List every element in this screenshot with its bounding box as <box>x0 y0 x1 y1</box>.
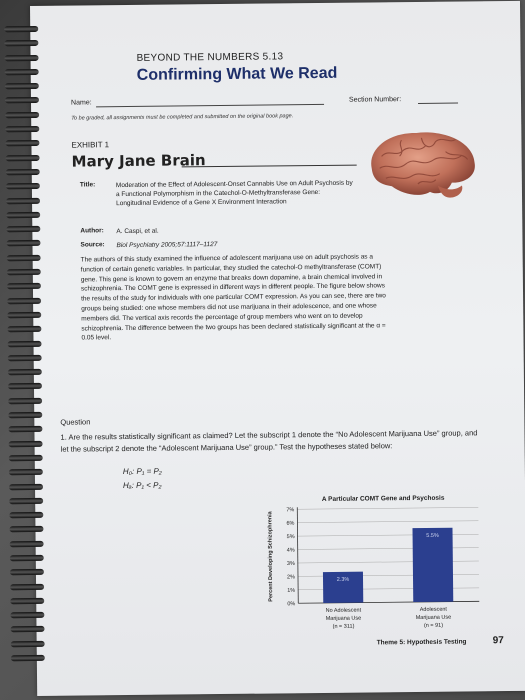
binding-coil <box>7 298 41 304</box>
binding-coil <box>5 69 39 75</box>
section-number-label: Section Number: <box>348 96 402 104</box>
binding-coil <box>9 526 43 532</box>
y-tick-label: 6% <box>286 520 295 527</box>
bar-value-label: 2.3% <box>336 576 350 583</box>
page-number: 97 <box>492 635 504 647</box>
question-heading: Question <box>60 417 91 427</box>
y-tick-label: 5% <box>286 534 295 541</box>
binding-coil <box>8 383 42 389</box>
binding-coil <box>7 326 41 332</box>
binding-coil <box>9 441 43 447</box>
binding-coil <box>7 269 41 275</box>
binding-coil <box>4 26 38 32</box>
binding-coil <box>5 97 39 103</box>
binding-coil <box>5 126 39 132</box>
binding-coil <box>8 355 42 361</box>
gridline <box>297 507 478 509</box>
binding-coil <box>10 555 44 561</box>
x-tick-label: Marijuana Use <box>415 614 452 621</box>
binding-coil <box>6 183 40 189</box>
binding-coil <box>10 541 44 547</box>
study-source: Biol Psychiatry 2005;57:1117–1127 <box>116 241 218 250</box>
theme-footer: Theme 5: Hypothesis Testing <box>376 638 467 647</box>
binding-coil <box>7 283 41 289</box>
binding-coil <box>6 226 40 232</box>
title-label: Title: <box>79 181 96 189</box>
y-axis <box>297 507 298 603</box>
binding-coil <box>9 498 43 504</box>
x-tick-label: (n = 311) <box>332 623 355 630</box>
binding-coil <box>6 197 40 203</box>
y-tick-label: 4% <box>286 547 295 554</box>
y-tick-label: 0% <box>287 601 296 608</box>
section-number: BEYOND THE NUMBERS 5.13 <box>136 51 284 64</box>
binding-coil <box>9 483 43 489</box>
spiral-binding <box>4 26 51 676</box>
binding-coil <box>10 626 44 632</box>
name-field[interactable] <box>96 104 324 107</box>
binding-coil <box>11 641 45 647</box>
question-1-text: 1. Are the results statistically significant as claimed? Let the subscript 1 denote the “No Adolescent Marijuana Use” group, and let the subscript 2 denote the “Adolescent Marijuana Use” group.” Test the hypotheses stated below: <box>60 428 478 454</box>
chart-title: A Particular COMT Gene and Psychosis <box>321 494 445 503</box>
brain-icon <box>361 125 482 204</box>
name-label: Name: <box>70 99 92 107</box>
author-label: Author: <box>80 227 104 235</box>
alternative-hypothesis: Hₐ: P₁ < P₂ <box>122 480 162 491</box>
binding-coil <box>4 40 38 46</box>
x-tick-label: (n = 91) <box>423 622 444 629</box>
x-tick-label: Adolescent <box>419 606 447 613</box>
binding-coil <box>10 583 44 589</box>
binding-coil <box>8 340 42 346</box>
binding-coil <box>5 55 39 61</box>
y-tick-label: 1% <box>287 587 296 594</box>
exhibit-description: The authors of this study examined the influence of adolescent marijuana use on adult psychosis as a function of certain genetic variables. In particular, they studied the catechol-O methyltransferase (COMT) gene. This gene is known to govern an enzyme that breaks down dopamine, a brain chemical involved in schizophrenia. The COMT gene is expressed in different ways in different people. The figure below shows the results of the study for individuals with one particular COMT expression. As you can see, there are two groups being studied: one whose members did not use marijuana in their adolescence, and one whose members did. The vertical axis records the percentage of group members who went on to develop schizophrenia. The difference between the two groups has been declared statistically significant at the α = 0.05 level. <box>80 253 386 342</box>
y-axis-label: Percent Developing Schizophrenia <box>267 511 275 602</box>
grading-note: To be graded, all assignments must be completed and submitted on the original book page. <box>71 113 294 122</box>
exhibit-label: EXHIBIT 1 <box>71 140 110 150</box>
y-tick-label: 3% <box>286 560 295 568</box>
binding-coil <box>11 655 45 661</box>
study-author: A. Caspi, et al. <box>116 227 159 236</box>
exhibit-title: Mary Jane Brain <box>71 151 206 171</box>
binding-coil <box>7 312 41 318</box>
workbook-page <box>30 1 525 696</box>
source-label: Source: <box>80 241 105 249</box>
binding-coil <box>5 112 39 118</box>
binding-coil <box>10 569 44 575</box>
binding-coil <box>5 140 39 146</box>
y-tick-label: 2% <box>287 574 296 581</box>
binding-coil <box>6 155 40 161</box>
binding-coil <box>9 469 43 475</box>
study-title: Moderation of the Effect of Adolescent-Onset Cannabis Use on Adult Psychosis by a Functional Polymorphism in the Catechol-O-Methyltransferase Gene: Longitudinal Evidence of a Gene X Environment Interaction <box>115 179 353 208</box>
binding-coil <box>7 255 41 261</box>
binding-coil <box>8 426 42 432</box>
bar-value-label: 5.5% <box>426 532 439 540</box>
y-tick-label: 7% <box>286 507 295 514</box>
page-title: Confirming What We Read <box>136 64 338 84</box>
binding-coil <box>6 169 40 175</box>
binding-coil <box>9 512 43 518</box>
binding-coil <box>8 412 42 418</box>
binding-coil <box>6 240 40 246</box>
x-tick-label: Marijuana Use <box>325 615 362 622</box>
binding-coil <box>8 369 42 375</box>
binding-coil <box>10 598 44 604</box>
gridline <box>297 521 478 523</box>
bar-chart <box>263 489 485 641</box>
binding-coil <box>10 612 44 618</box>
null-hypothesis: H₀: P₁ = P₂ <box>122 466 162 477</box>
x-tick-label: No Adolescent <box>325 607 362 614</box>
exhibit-title-rule <box>182 165 357 168</box>
binding-coil <box>9 455 43 461</box>
binding-coil <box>6 212 40 218</box>
section-number-field[interactable] <box>418 103 458 104</box>
binding-coil <box>8 398 42 404</box>
binding-coil <box>5 83 39 89</box>
